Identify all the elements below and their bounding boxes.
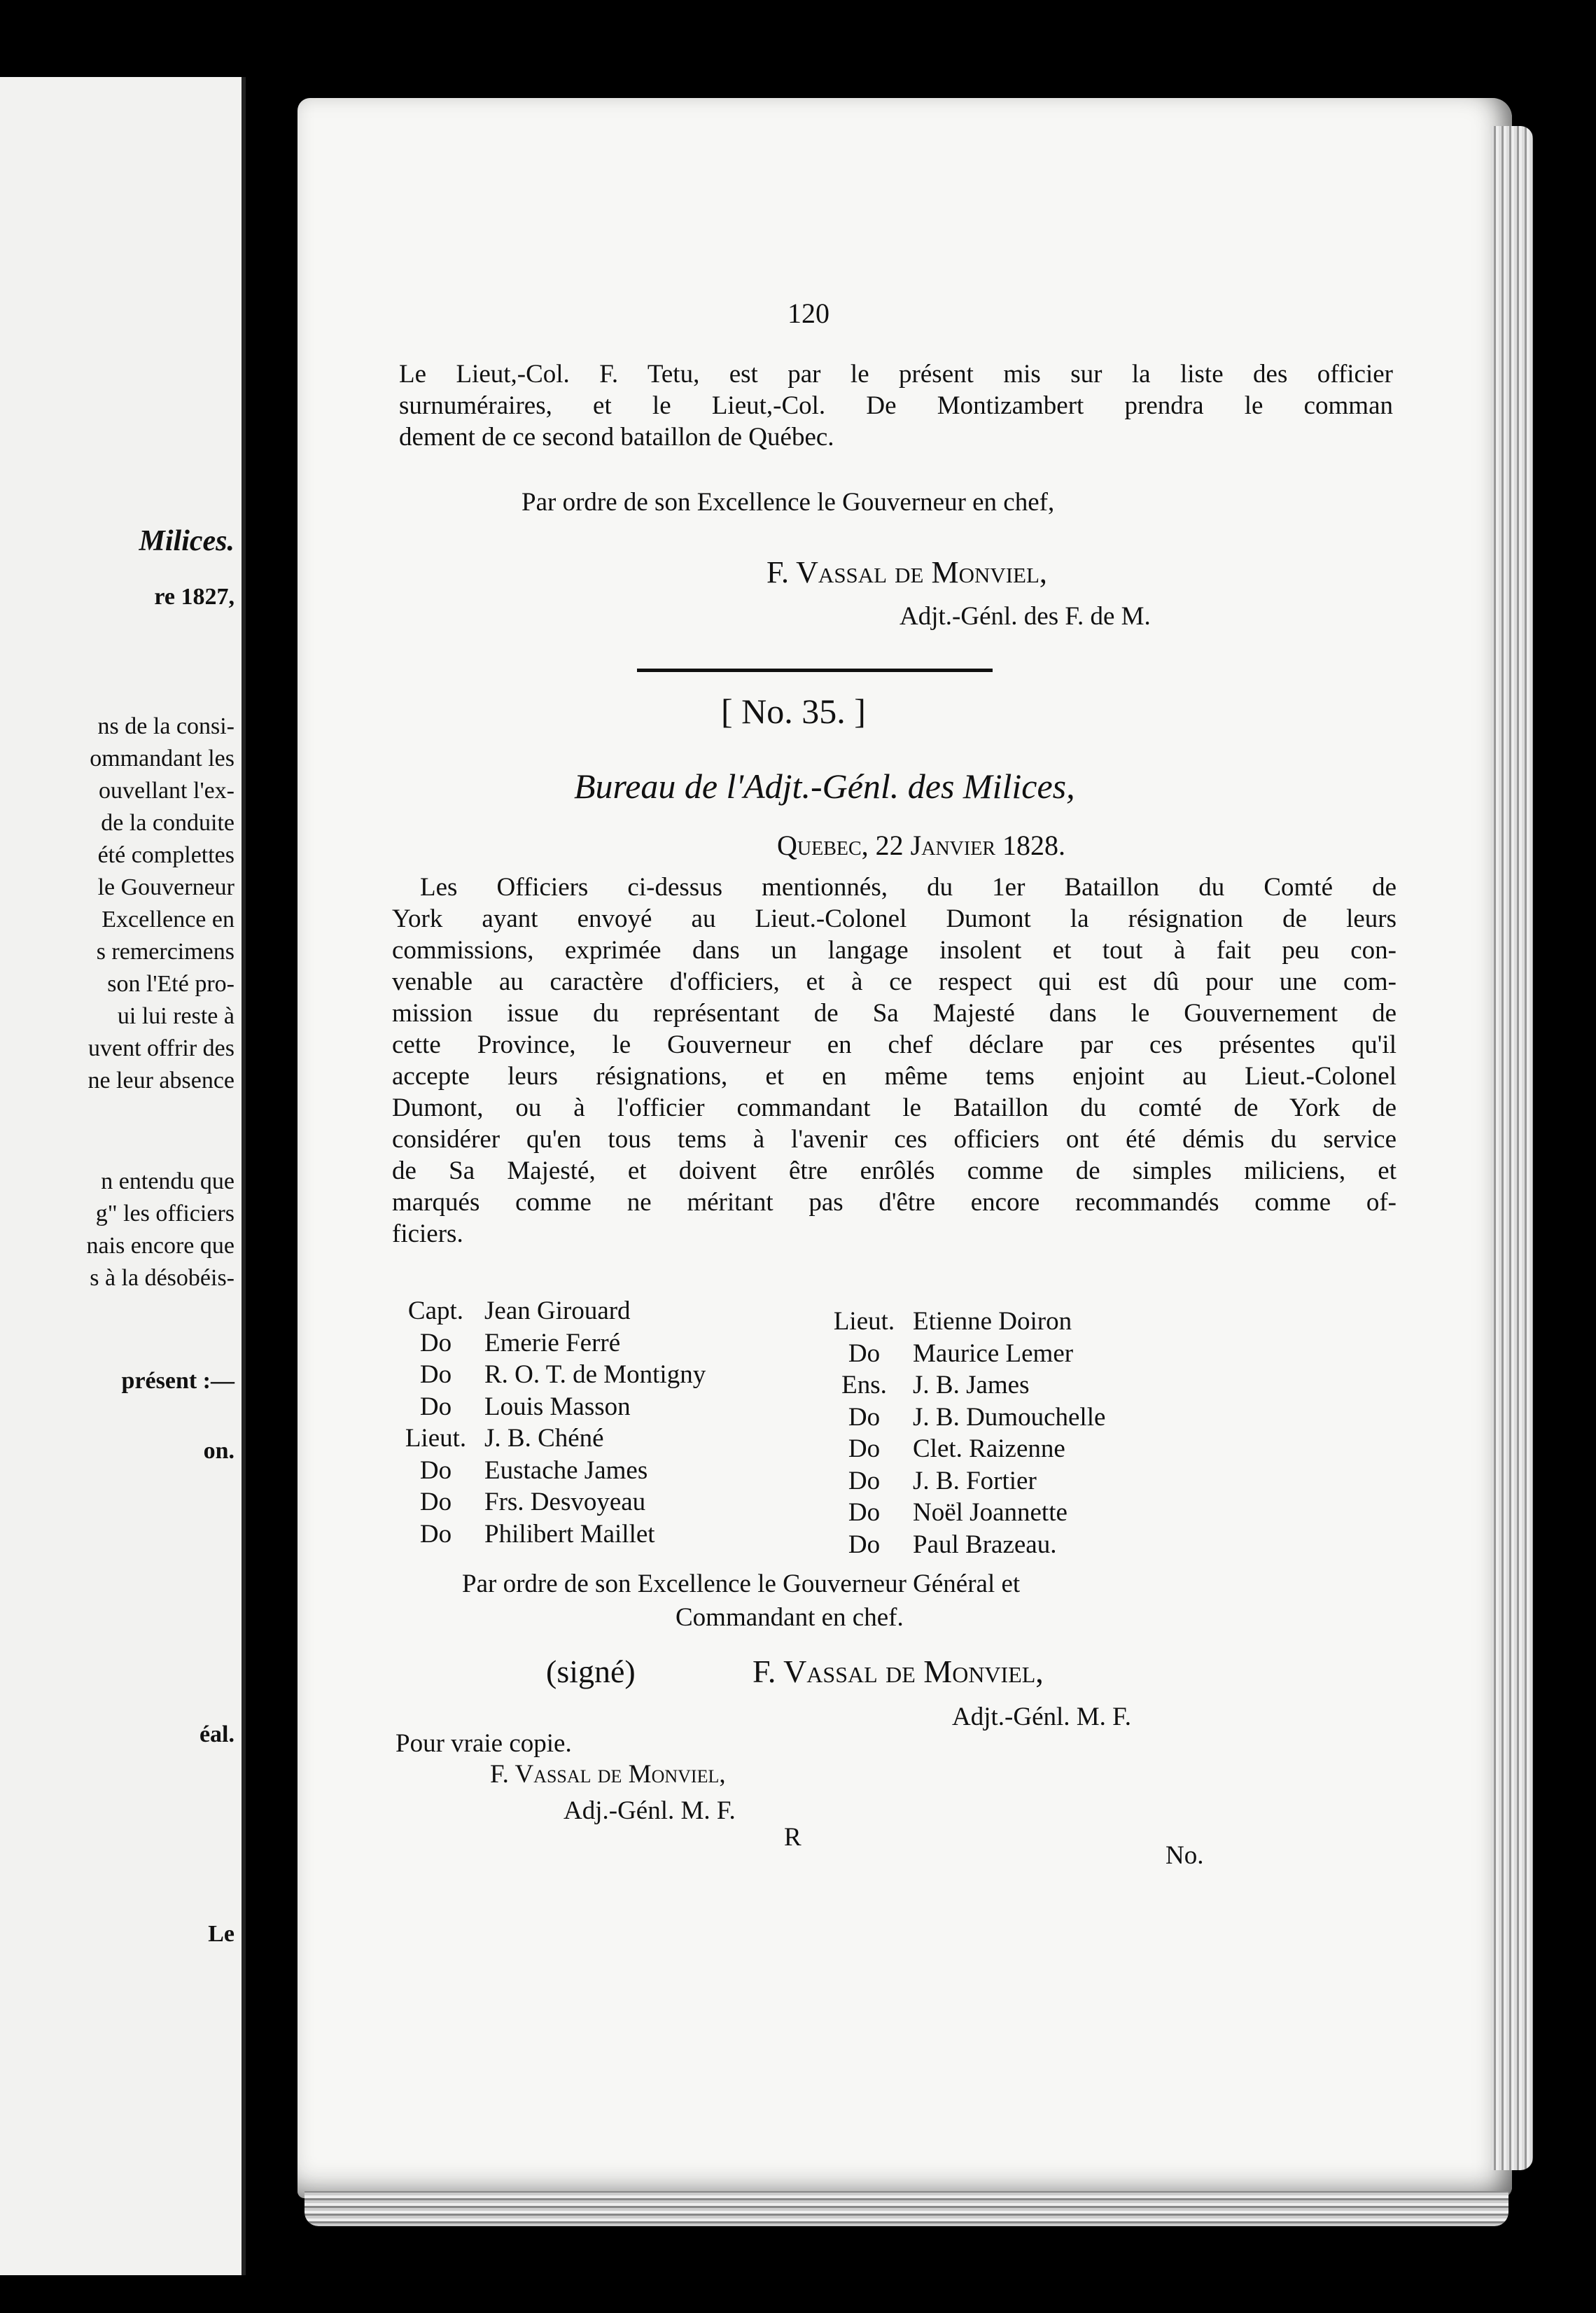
officer-name: J. B. Dumouchelle: [913, 1402, 1106, 1432]
paragraph-line: cette Province, le Gouverneur en chef déclare par ces présentes qu'il: [392, 1030, 1396, 1059]
officer-name: Etienne Doiron: [913, 1307, 1072, 1336]
officer-name: Eustache James: [484, 1455, 648, 1485]
left-line: uvent offrir des: [88, 1035, 234, 1061]
page-edge: [1491, 126, 1533, 2170]
officer-name: J. B. Fortier: [913, 1466, 1037, 1495]
left-line: le Gouverneur: [97, 874, 234, 900]
paragraph-line: York ayant envoyé au Lieut.-Colonel Dumont la résignation de leurs: [392, 904, 1396, 933]
officer-name: J. B. Chéné: [484, 1424, 604, 1453]
left-line: n entendu que: [101, 1168, 234, 1194]
paragraph-line: Dumont, ou à l'officier commandant le Bataillon du comté de York de: [392, 1093, 1396, 1122]
officer-rank: Do: [848, 1466, 881, 1495]
dateline: Quebec, 22 Janvier 1828.: [777, 830, 1065, 861]
paragraph-line: mission issue du représentant de Sa Majesté dans le Gouvernement de: [392, 999, 1396, 1028]
officer-name: Louis Masson: [484, 1392, 631, 1421]
roster-left: [396, 1295, 706, 1550]
paragraph-line: accepte leurs résignations, et en même tems enjoint au Lieut.-Colonel: [392, 1062, 1396, 1091]
officer-rank: Do: [848, 1498, 881, 1527]
left-date-fragment: re 1827,: [154, 584, 234, 610]
officer-name: Paul Brazeau.: [913, 1530, 1057, 1559]
left-line: ns de la consi-: [97, 713, 234, 739]
roster-row: [396, 1423, 706, 1455]
signer-name-2: F. Vassal de Monviel,: [752, 1654, 1044, 1689]
previous-page: [0, 77, 246, 2275]
left-line: ui lui reste à: [117, 1003, 234, 1029]
signer-title-2: Adjt.-Génl. M. F.: [952, 1703, 1132, 1731]
page-bottom-edge: [304, 2191, 1508, 2226]
paragraph-line: dement de ce second bataillon de Québec.: [399, 423, 834, 452]
page-number: 120: [788, 298, 830, 329]
officer-name: Noël Joannette: [913, 1498, 1068, 1527]
left-paragraph-1: [88, 711, 234, 1097]
catchword: No.: [1166, 1841, 1204, 1870]
officer-rank: Do: [848, 1530, 881, 1559]
officer-name: Frs. Desvoyeau: [484, 1488, 646, 1516]
paragraph-line: considérer qu'en tous tems à l'avenir ces officiers ont été démis du service: [392, 1125, 1396, 1154]
true-copy: Pour vraie copie.: [396, 1729, 572, 1758]
officer-rank: Do: [419, 1360, 452, 1389]
officer-rank: Do: [419, 1455, 452, 1485]
left-on: on.: [203, 1438, 234, 1464]
officer-rank: Lieut.: [405, 1424, 467, 1453]
signer-name-1: F. Vassal de Monviel,: [766, 555, 1047, 589]
roster-row: [396, 1391, 706, 1423]
section-rule: [637, 669, 993, 672]
left-line: de la conduite: [101, 810, 234, 836]
left-line: été complettes: [97, 842, 234, 868]
officer-rank: Lieut.: [833, 1307, 895, 1336]
roster-row: [824, 1369, 1105, 1402]
roster-row: [824, 1338, 1105, 1370]
left-line: s remercimens: [96, 939, 234, 965]
order-line-2b: Commandant en chef.: [676, 1603, 904, 1632]
officer-rank: Do: [419, 1328, 452, 1357]
opening-paragraph: [399, 358, 1393, 453]
officer-rank: Ens.: [841, 1371, 887, 1399]
roster-right: [824, 1306, 1105, 1560]
officer-rank: Do: [419, 1392, 452, 1421]
signer-title-1: Adjt.-Génl. des F. de M.: [899, 602, 1151, 631]
left-line: ne leur absence: [88, 1068, 234, 1093]
main-paragraph: [392, 872, 1396, 1250]
roster-row: [824, 1433, 1105, 1465]
paragraph-line: venable au caractère d'officiers, et à ce respect qui est dû pour une com-: [392, 967, 1396, 996]
officer-rank: Do: [848, 1434, 881, 1463]
signed-mark: (signé): [546, 1654, 636, 1689]
roster-row: [824, 1529, 1105, 1561]
paragraph-line: ficiers.: [392, 1220, 463, 1248]
left-heading-milices: Milices.: [139, 525, 234, 557]
left-eal: éal.: [199, 1721, 234, 1747]
officer-rank: Do: [419, 1488, 452, 1516]
left-line: s à la désobéis-: [90, 1265, 234, 1291]
officer-rank: Capt.: [407, 1297, 464, 1325]
roster-row: [824, 1402, 1105, 1434]
signer-name-3: F. Vassal de Monviel,: [490, 1760, 726, 1789]
left-paragraph-2: [87, 1166, 234, 1294]
left-line: nais encore que: [86, 1233, 234, 1259]
document-page: [298, 98, 1512, 2198]
paragraph-line: surnuméraires, et le Lieut,-Col. De Montizambert prendra le comman: [399, 391, 1393, 420]
roster-row: [396, 1455, 706, 1487]
roster-row: [824, 1465, 1105, 1497]
left-catchword: Le: [208, 1921, 234, 1947]
officer-name: J. B. James: [913, 1371, 1030, 1399]
signer-title-3: Adj.-Génl. M. F.: [564, 1796, 736, 1825]
officer-name: Clet. Raizenne: [913, 1434, 1065, 1463]
paragraph-line: Le Lieut,-Col. F. Tetu, est par le présent mis sur la liste des officier: [399, 360, 1393, 389]
paragraph-line: marqués comme ne méritant pas d'être encore recommandés comme of-: [392, 1188, 1396, 1217]
roster-row: [824, 1306, 1105, 1338]
paragraph-line: Les Officiers ci-dessus mentionnés, du 1er Bataillon du Comté de: [420, 873, 1396, 902]
roster-row: [396, 1486, 706, 1518]
order-line-2a: Par ordre de son Excellence le Gouverneur Général et: [462, 1570, 1021, 1598]
officer-name: Emerie Ferré: [484, 1328, 621, 1357]
order-line-1: Par ordre de son Excellence le Gouverneur en chef,: [522, 488, 1055, 517]
bureau-heading: Bureau de l'Adjt.-Génl. des Milices,: [574, 767, 1075, 806]
officer-name: Maurice Lemer: [913, 1339, 1074, 1368]
roster-row: [396, 1359, 706, 1391]
left-line: son l'Eté pro-: [107, 971, 234, 997]
signature-mark: R: [784, 1823, 802, 1852]
roster-row: [396, 1327, 706, 1360]
roster-row: [396, 1518, 706, 1551]
roster-row: [396, 1295, 706, 1327]
left-line: g" les officiers: [95, 1201, 234, 1227]
left-present: présent :—: [121, 1368, 234, 1394]
document-number: [ No. 35. ]: [721, 692, 866, 731]
paragraph-line: de Sa Majesté, et doivent être enrôlés comme de simples miliciens, et: [392, 1156, 1396, 1185]
officer-rank: Do: [419, 1519, 452, 1549]
paragraph-line: commissions, exprimée dans un langage insolent et tout à fait peu con-: [392, 936, 1396, 965]
roster-row: [824, 1497, 1105, 1529]
officer-name: Philibert Maillet: [484, 1519, 655, 1549]
officer-rank: Do: [848, 1402, 881, 1432]
left-line: ommandant les: [90, 746, 234, 771]
left-line: Excellence en: [102, 907, 234, 932]
officer-rank: Do: [848, 1339, 881, 1368]
officer-name: R. O. T. de Montigny: [484, 1360, 706, 1389]
officer-name: Jean Girouard: [484, 1297, 631, 1325]
left-line: ouvellant l'ex-: [98, 778, 234, 804]
